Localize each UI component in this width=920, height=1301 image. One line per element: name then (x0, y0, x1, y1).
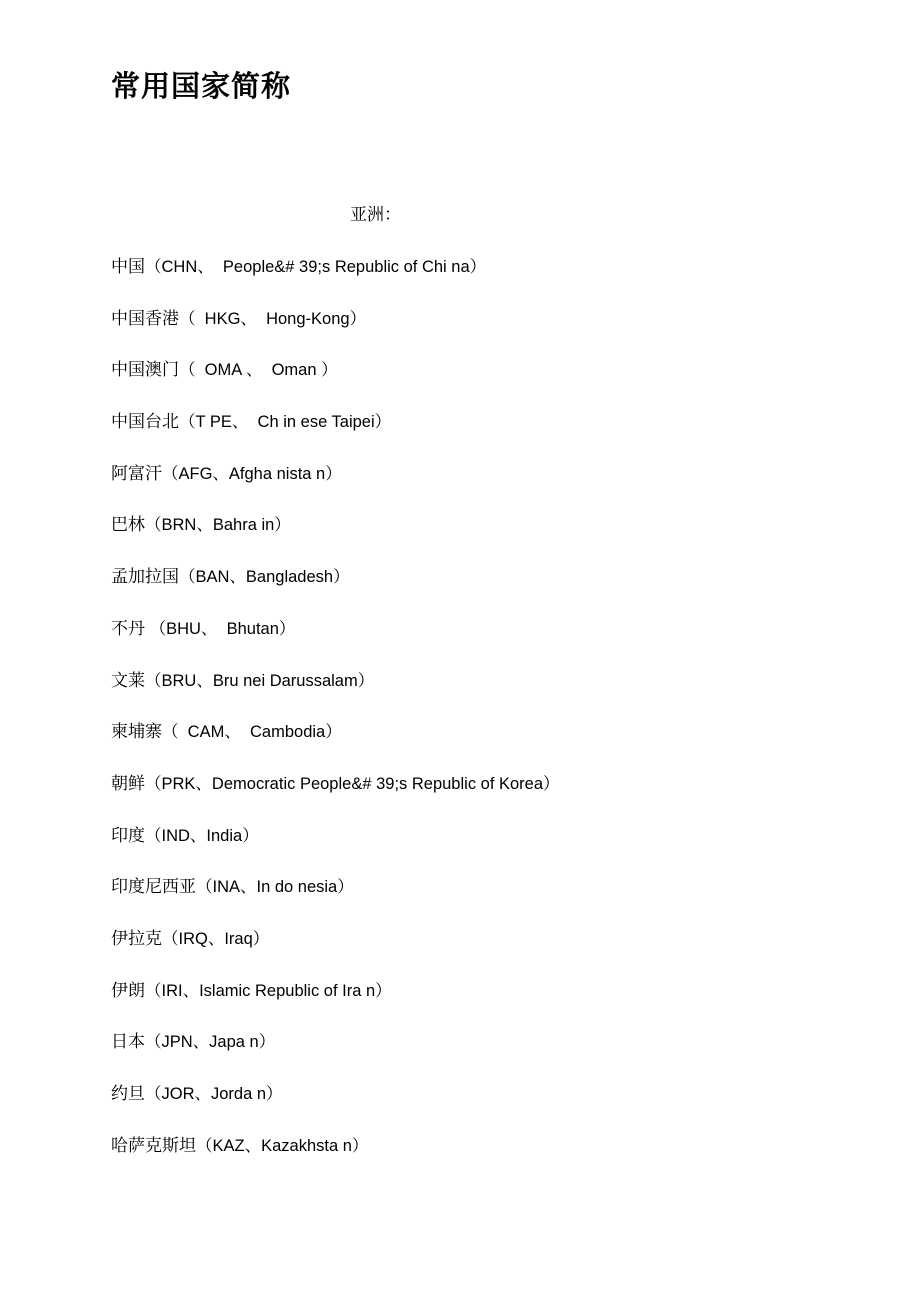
country-name: 伊朗 (111, 980, 145, 1001)
country-name: 中国澳门 (111, 360, 179, 381)
country-code-and-english-name: （KAZ、Kazakhsta n） (196, 1136, 369, 1155)
list-item (111, 1134, 560, 1186)
country-code-and-english-name: （CHN、 People&# 39;s Republic of Chi na） (145, 258, 487, 276)
country-name: 不丹 (111, 618, 145, 639)
country-name: 约旦 (111, 1084, 145, 1104)
list-item (111, 358, 560, 410)
country-code-and-english-name: （BAN、Bangladesh） (179, 568, 350, 587)
country-name: 哈萨克斯坦 (111, 1135, 196, 1156)
list-item (111, 617, 560, 669)
list-item (111, 927, 560, 979)
list-item (111, 875, 560, 927)
list-item (111, 462, 560, 514)
country-code-and-english-name: （BRN、Bahra in） (145, 516, 291, 535)
list-item (111, 1082, 560, 1134)
country-code-and-english-name: （JPN、Japa n） (145, 1033, 276, 1052)
country-code-and-english-name: （ OMA 、 Oman ） (179, 361, 338, 380)
list-item (111, 772, 560, 824)
country-list (111, 255, 560, 1185)
country-name: 中国香港 (111, 308, 179, 329)
country-code-and-english-name: （BHU、 Bhutan） (145, 619, 296, 638)
country-code-and-english-name: （IRQ、Iraq） (162, 929, 270, 948)
list-item (111, 565, 560, 617)
country-name: 巴林 (111, 515, 145, 536)
country-name: 阿富汗 (111, 463, 162, 484)
country-name: 孟加拉国 (111, 567, 179, 588)
list-item (111, 979, 560, 1031)
list-item (111, 255, 560, 307)
country-code-and-english-name: （ HKG、 Hong-Kong） (179, 309, 367, 328)
country-name: 文莱 (111, 670, 145, 691)
country-code-and-english-name: （IRI、Islamic Republic of Ira n） (145, 981, 392, 1000)
list-item (111, 1030, 560, 1082)
country-name: 伊拉克 (111, 928, 162, 949)
country-code-and-english-name: （INA、In do nesia） (196, 878, 354, 897)
country-code-and-english-name: （PRK、Democratic People&# 39;s Republic of Korea） (145, 774, 560, 793)
country-code-and-english-name: （T PE、 Ch in ese Taipei） (179, 413, 392, 432)
country-name: 柬埔寨 (111, 722, 162, 743)
country-code-and-english-name: （BRU、Bru nei Darussalam） (145, 671, 375, 690)
country-code-and-english-name: （AFG、Afgha nista n） (162, 464, 342, 483)
country-code-and-english-name: （ CAM、 Cambodia） (162, 723, 342, 742)
list-item (111, 513, 560, 565)
page-title: 常用国家简称 (111, 69, 292, 103)
country-name: 印度尼西亚 (111, 877, 196, 898)
country-name: 中国台北 (111, 412, 179, 433)
country-name: 朝鲜 (111, 773, 145, 794)
country-code-and-english-name: （JOR、Jorda n） (145, 1085, 283, 1103)
list-item (111, 410, 560, 462)
list-item (111, 307, 560, 359)
country-name: 日本 (111, 1032, 145, 1053)
list-item (111, 669, 560, 721)
section-heading-asia: 亚洲： (350, 205, 401, 225)
country-code-and-english-name: （IND、India） (145, 826, 259, 845)
country-name: 中国 (111, 257, 145, 277)
list-item (111, 720, 560, 772)
list-item (111, 824, 560, 876)
country-name: 印度 (111, 825, 145, 846)
